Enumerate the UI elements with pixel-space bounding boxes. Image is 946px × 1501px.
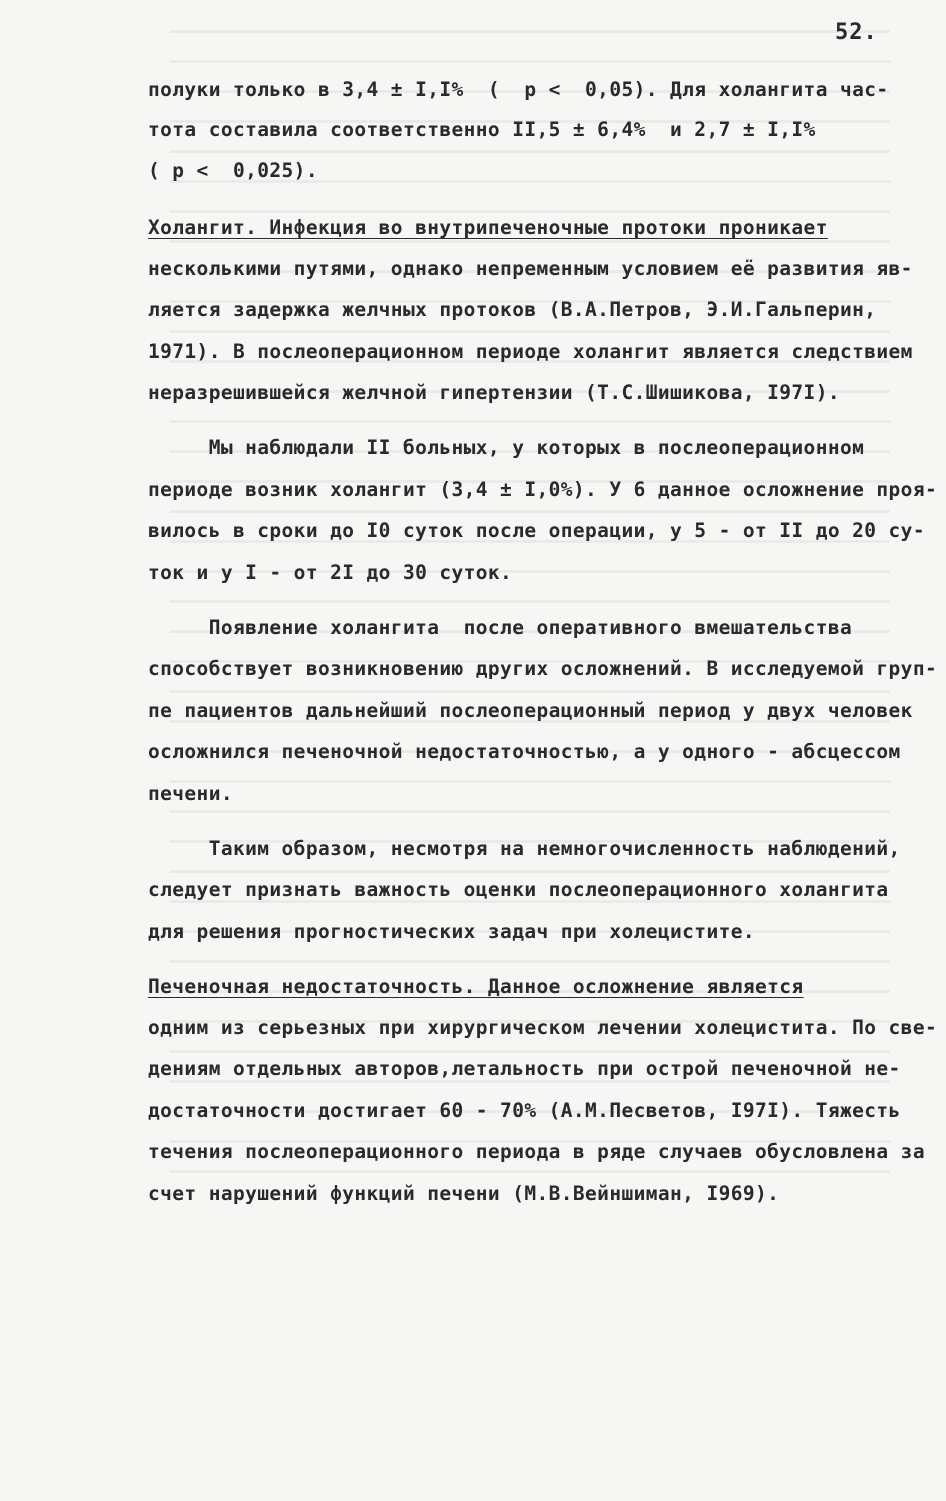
text-line: полуки только в 3,4 ± I,I% ( p < 0,05). Для холангита час- — [148, 78, 889, 101]
text-line: ляется задержка желчных протоков (В.А.Петров, Э.И.Гальперин, — [148, 298, 877, 321]
text-line: ( p < 0,025). — [148, 159, 318, 182]
text-line: следует признать важность оценки послеоперационного холангита — [148, 878, 889, 901]
text-line: одним из серьезных при хирургическом лечении холецистита. По све- — [148, 1016, 938, 1039]
text-line: Появление холангита после оперативного вмешательства — [148, 616, 853, 639]
page-number: 52. — [835, 20, 878, 45]
text-line: 1971). В послеоперационном периоде холангит является следствием — [148, 340, 913, 363]
text-line: счет нарушений функций печени (М.В.Вейншиман, I969). — [148, 1182, 780, 1205]
section-heading-text-line: Печеночная недостаточность. Данное осложнение является — [148, 975, 804, 998]
text-line: дениям отдельных авторов,летальность при острой печеночной не- — [148, 1057, 901, 1080]
text-line: вилось в сроки до I0 суток после операции, у 5 - от II до 20 су- — [148, 519, 925, 542]
text-line: несколькими путями, однако непременным условием её развития яв- — [148, 257, 913, 280]
text-line: течения послеоперационного периода в ряде случаев обусловлена за — [148, 1140, 925, 1163]
text-line: для решения прогностических задач при холецистите. — [148, 920, 755, 943]
text-line: способствует возникновению других осложнений. В исследуемой груп- — [148, 657, 938, 680]
text-line: ток и у I - от 2I до 30 суток. — [148, 561, 513, 584]
text-line: Мы наблюдали II больных, у которых в послеоперационном — [148, 436, 865, 459]
text-line: неразрешившейся желчной гипертензии (Т.С.Шишикова, I97I). — [148, 381, 840, 404]
text-line: пе пациентов дальнейший послеоперационный период у двух человек — [148, 699, 913, 722]
text-line: достаточности достигает 60 - 70% (А.М.Песветов, I97I). Тяжесть — [148, 1099, 901, 1122]
text-line: периоде возник холангит (3,4 ± I,0%). У 6 данное осложнение проя- — [148, 478, 938, 501]
text-line: Таким образом, несмотря на немногочисленность наблюдений, — [148, 837, 901, 860]
section-heading-text-line: Холангит. Инфекция во внутрипеченочные протоки проникает — [148, 216, 828, 239]
text-line: печени. — [148, 782, 233, 805]
text-line: осложнился печеночной недостаточностью, а у одного - абсцессом — [148, 740, 901, 763]
text-line: тота составила соответственно II,5 ± 6,4% и 2,7 ± I,I% — [148, 118, 816, 141]
